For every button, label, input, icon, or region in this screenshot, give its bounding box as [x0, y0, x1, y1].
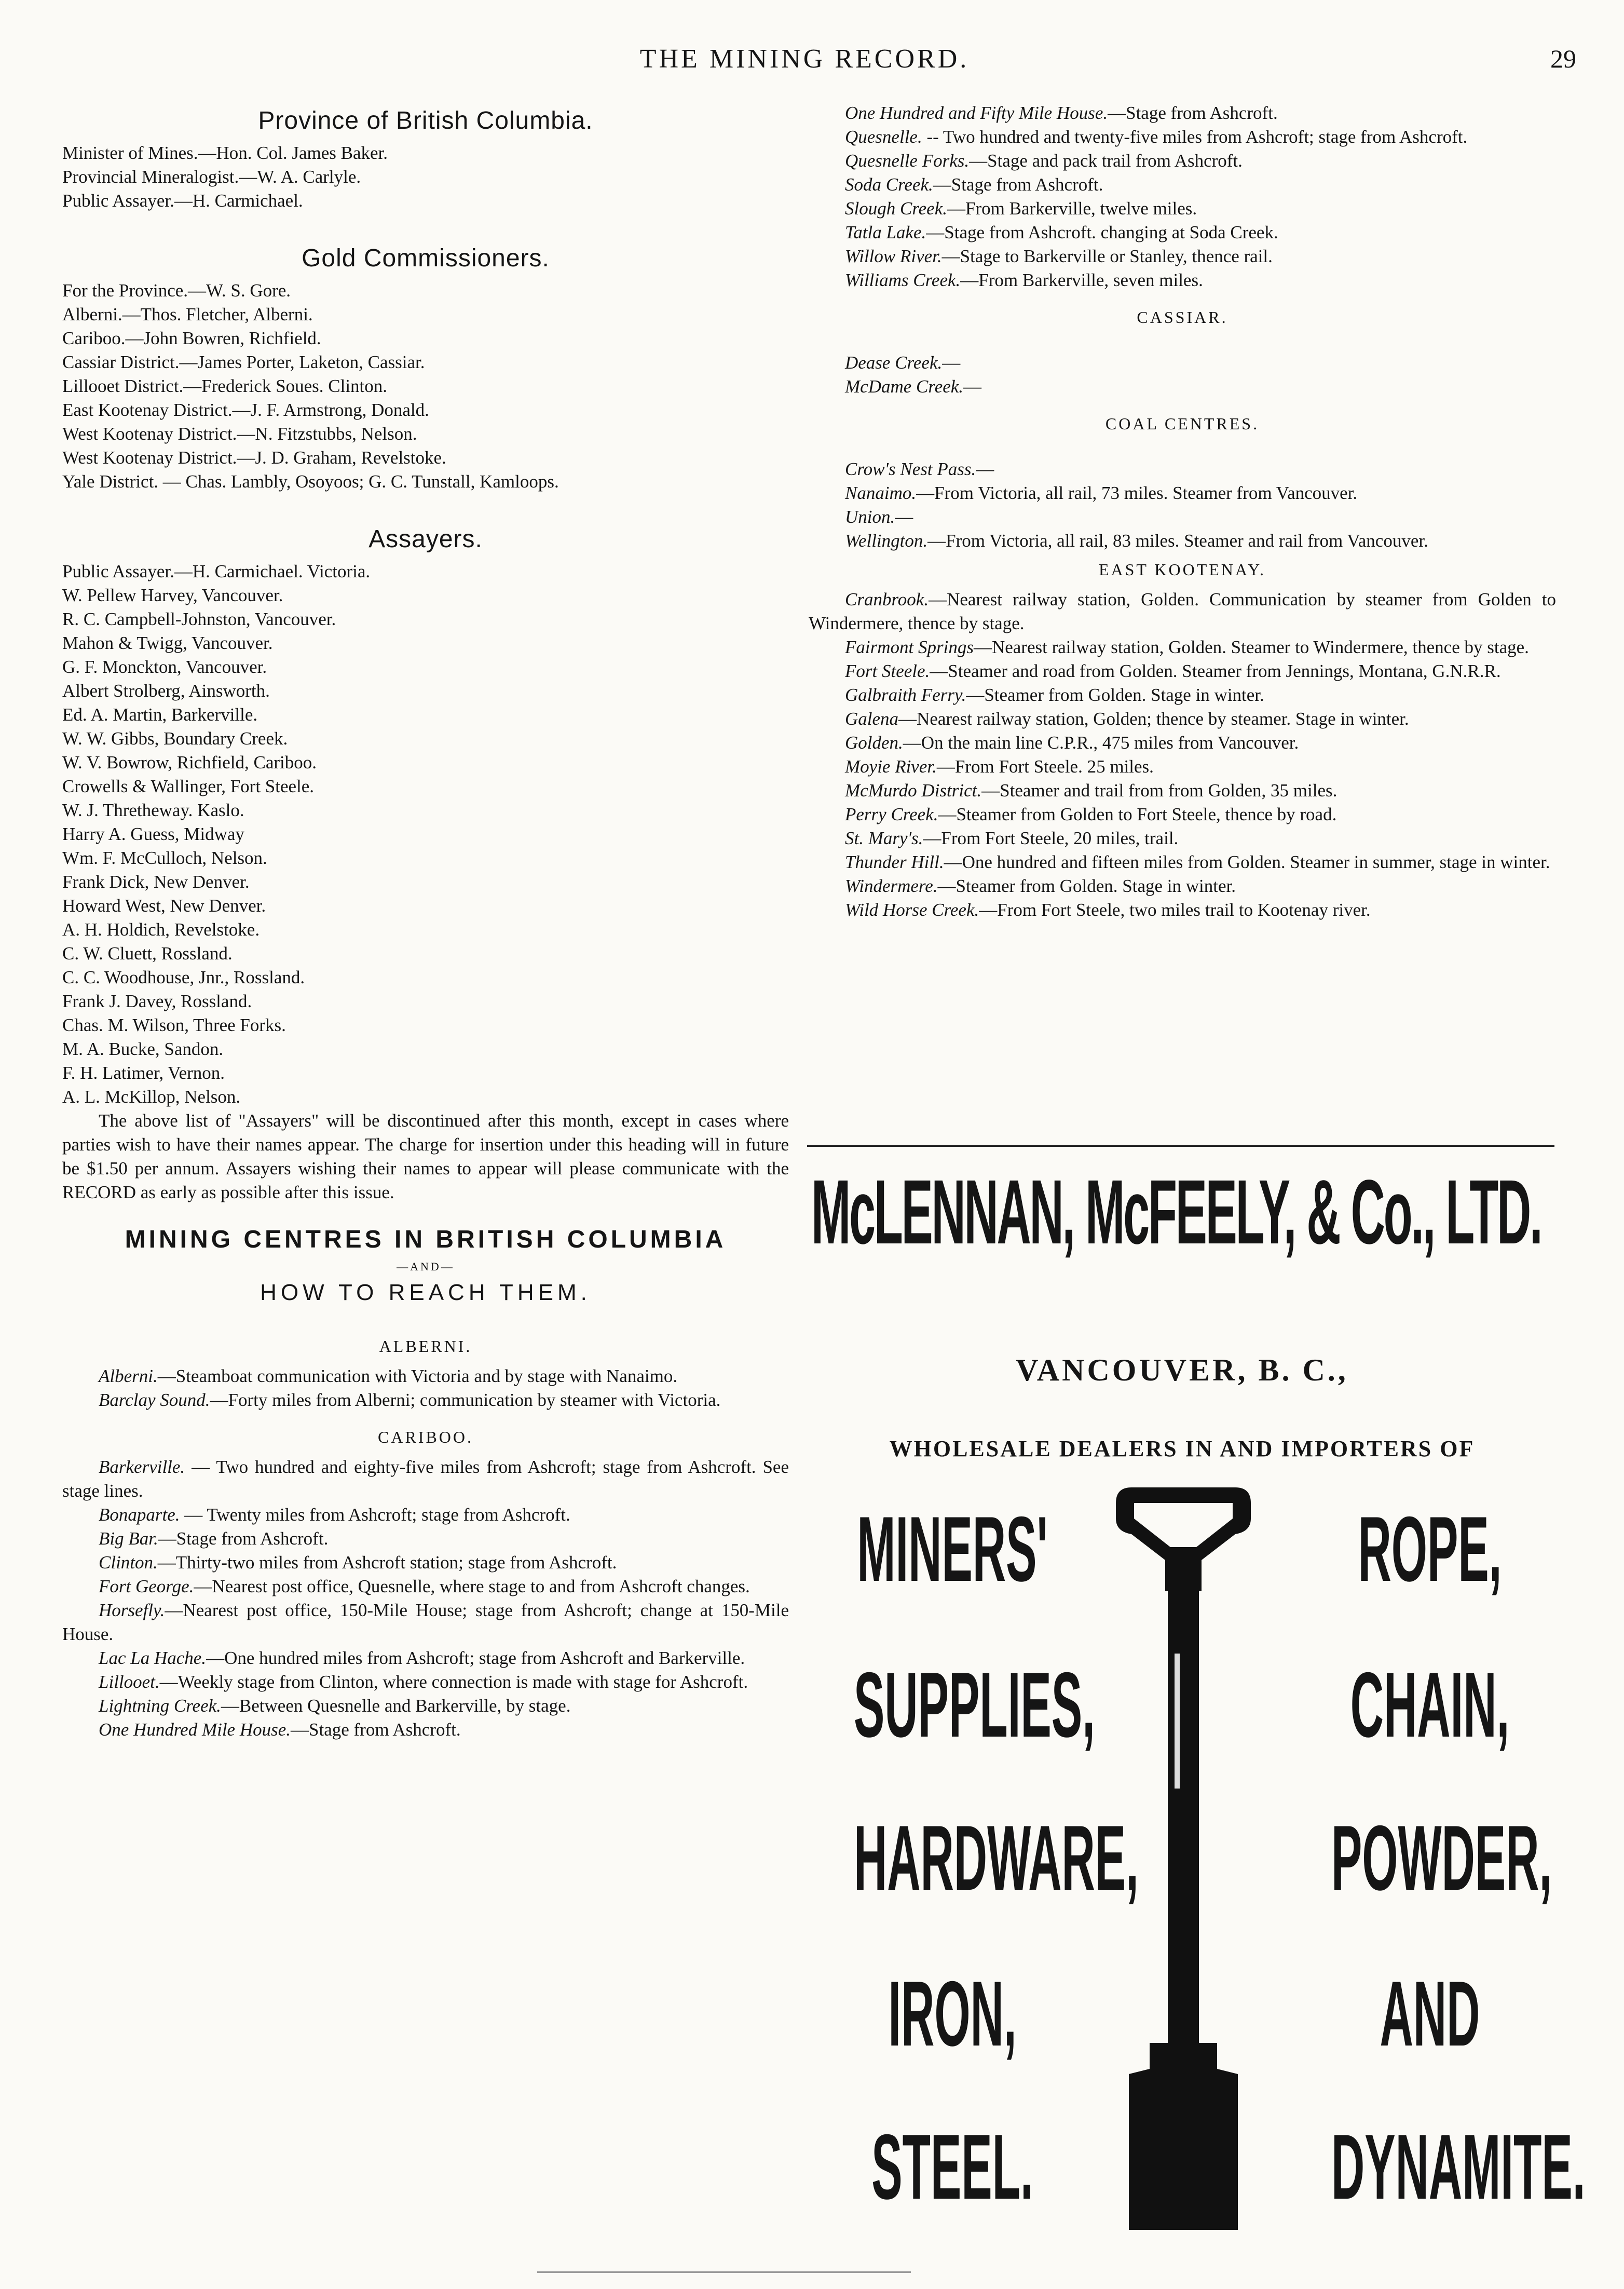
place-directions: —From Fort Steele. 25 miles.: [936, 756, 1154, 777]
advert-right-word: CHAIN,: [1350, 1653, 1510, 1756]
alberni-list: [62, 1364, 789, 1412]
gold-line: East Kootenay District.—J. F. Armstrong, Donald.: [62, 400, 429, 420]
place-entry: [809, 755, 1556, 779]
place-entry: [809, 803, 1556, 827]
coal-centres-heading: COAL CENTRES.: [1105, 414, 1260, 433]
assayer-line: R. C. Campbell-Johnston, Vancouver.: [62, 609, 336, 629]
place-directions: —On the main line C.P.R., 475 miles from Vancouver.: [903, 733, 1299, 753]
place-entry: [809, 351, 1556, 375]
place-entry: [809, 827, 1556, 850]
assayer-line: C. W. Cluett, Rossland.: [62, 943, 233, 964]
place-directions: —Stage from Ashcroft.: [1108, 103, 1278, 123]
place-entry: [62, 1646, 789, 1670]
place-directions: —From Victoria, all rail, 83 miles. Steamer and rail from Vancouver.: [927, 531, 1428, 551]
assayer-line: Howard West, New Denver.: [62, 896, 266, 916]
place-directions: —Stage from Ashcroft.: [291, 1719, 461, 1740]
how-to-reach-title: HOW TO REACH THEM.: [260, 1280, 591, 1305]
place-entry: [809, 101, 1556, 125]
assayer-line: M. A. Bucke, Sandon.: [62, 1039, 224, 1059]
place-name: Moyie River.: [845, 756, 937, 777]
gold-commissioners-title: Gold Commissioners.: [302, 245, 550, 272]
left-column: [62, 106, 789, 1742]
place-name: Lac La Hache.: [99, 1648, 207, 1668]
place-entry: [809, 125, 1556, 149]
place-entry: [809, 874, 1556, 898]
place-name: Galbraith Ferry.: [845, 685, 966, 705]
place-directions: —Steamer and trail from from Golden, 35 miles.: [981, 780, 1338, 801]
mining-centres-title: MINING CENTRES IN BRITISH COLUMBIA: [125, 1226, 727, 1253]
place-entry: [809, 588, 1556, 635]
place-entry: [809, 850, 1556, 874]
place-name: McMurdo District.: [845, 780, 982, 801]
assayer-line: Harry A. Guess, Midway: [62, 824, 244, 844]
place-name: Lillooet.: [99, 1672, 160, 1692]
cassiar-list: [809, 351, 1556, 399]
province-line: Public Assayer.—H. Carmichael.: [62, 191, 303, 211]
place-entry: [809, 635, 1556, 659]
east-kootenay-heading: EAST KOOTENAY.: [1098, 560, 1266, 579]
place-entry: [809, 481, 1556, 505]
place-entry: [62, 1599, 789, 1646]
place-name: Golden.: [845, 733, 903, 753]
province-title: Province of British Columbia.: [258, 107, 593, 134]
assayers-notice: The above list of "Assayers" will be discontinued after this month, except in cases where parties wish to have their names appear. The charge for insertion under this heading will in future be $1.50 per annum. Assayers wishing their names to appear will please communicate with the RECORD as early as possible after this issue.: [62, 1110, 789, 1202]
place-entry: [62, 1503, 789, 1527]
and-divider: —AND—: [397, 1260, 455, 1273]
place-name: Bonaparte.: [99, 1505, 180, 1525]
advert-right-word: DYNAMITE.: [1331, 2115, 1586, 2218]
place-directions: —Nearest railway station, Golden; thence by steamer. Stage in winter.: [898, 709, 1409, 729]
journal-title: THE MINING RECORD.: [639, 44, 970, 74]
advert-left-word: STEEL.: [871, 2115, 1033, 2218]
assayer-line: Crowells & Wallinger, Fort Steele.: [62, 776, 315, 796]
assayer-line: W. V. Bowrow, Richfield, Cariboo.: [62, 752, 317, 773]
advert-left-word: SUPPLIES,: [854, 1653, 1095, 1756]
place-directions: —Steamboat communication with Victoria and by stage with Nanaimo.: [157, 1366, 678, 1386]
place-name: Wellington.: [845, 531, 928, 551]
advert-left-word: IRON,: [888, 1962, 1017, 2065]
place-entry: [809, 197, 1556, 221]
place-name: Big Bar.: [99, 1528, 158, 1549]
place-entry: [809, 707, 1556, 731]
gold-line: Yale District. — Chas. Lambly, Osoyoos; G. C. Tunstall, Kamloops.: [62, 471, 559, 492]
page-header: [0, 44, 1624, 80]
place-entry: [809, 221, 1556, 245]
place-directions: —From Barkerville, seven miles.: [960, 270, 1203, 290]
advert-right-word: ROPE,: [1358, 1497, 1502, 1601]
advert-right-word: POWDER,: [1331, 1806, 1552, 1909]
place-name: Alberni.: [99, 1366, 158, 1386]
place-entry: [62, 1527, 789, 1551]
place-name: Horsefly.: [99, 1600, 165, 1620]
place-name: Soda Creek.: [845, 174, 933, 195]
right-column: [809, 101, 1556, 922]
assayer-line: Mahon & Twigg, Vancouver.: [62, 633, 273, 653]
assayer-line: Frank Dick, New Denver.: [62, 872, 250, 892]
assayer-line: Frank J. Davey, Rossland.: [62, 991, 252, 1011]
place-entry: [809, 779, 1556, 803]
place-entry: [809, 149, 1556, 173]
place-directions: —Stage from Ashcroft.: [158, 1528, 329, 1549]
place-name: Quesnelle Forks.: [845, 151, 970, 171]
place-directions: —Forty miles from Alberni; communication by steamer with Victoria.: [210, 1390, 721, 1410]
place-name: Windermere.: [845, 876, 938, 896]
assayer-line: Ed. A. Martin, Barkerville.: [62, 705, 258, 725]
assayer-line: Wm. F. McCulloch, Nelson.: [62, 848, 267, 868]
place-directions: —Steamer from Golden. Stage in winter.: [966, 685, 1264, 705]
place-directions: —Stage from Ashcroft.: [933, 174, 1103, 195]
place-name: Quesnelle.: [845, 127, 922, 147]
place-entry: [809, 268, 1556, 292]
place-entry: [62, 1551, 789, 1575]
gold-line: Alberni.—Thos. Fletcher, Alberni.: [62, 304, 313, 324]
province-line: Minister of Mines.—Hon. Col. James Baker.: [62, 143, 388, 163]
place-name: Slough Creek.: [845, 198, 947, 219]
place-directions: —Nearest railway station, Golden. Communication by steamer from Golden to Windermere, thence by stage.: [809, 589, 1556, 633]
cariboo-continued-list: [809, 101, 1556, 292]
place-entry: [809, 529, 1556, 553]
cassiar-heading: CASSIAR.: [1137, 308, 1228, 327]
place-directions: —Steamer from Golden to Fort Steele, thence by road.: [938, 804, 1337, 824]
page-number: 29: [1550, 44, 1576, 73]
assayer-line: Chas. M. Wilson, Three Forks.: [62, 1015, 286, 1035]
place-entry: [62, 1670, 789, 1694]
alberni-heading: ALBERNI.: [379, 1337, 472, 1356]
place-name: Thunder Hill.: [845, 852, 944, 872]
place-entry: [809, 173, 1556, 197]
footer-rule: [537, 2271, 911, 2273]
advert-tagline: WHOLESALE DEALERS IN AND IMPORTERS OF: [889, 1436, 1475, 1461]
assayer-line: F. H. Latimer, Vernon.: [62, 1063, 225, 1083]
place-name: Perry Creek.: [845, 804, 938, 824]
place-directions: —: [895, 507, 913, 527]
place-directions: —Weekly stage from Clinton, where connection is made with stage for Ashcroft.: [159, 1672, 748, 1692]
place-directions: —: [942, 353, 961, 373]
place-name: Clinton.: [99, 1552, 158, 1573]
place-entry: [809, 898, 1556, 922]
place-entry: [62, 1575, 789, 1599]
advertisement: [807, 1160, 1586, 2240]
place-directions: — Two hundred and eighty-five miles from Ashcroft; stage from Ashcroft. See stage lines.: [62, 1457, 789, 1501]
place-entry: [62, 1455, 789, 1503]
province-line: Provincial Mineralogist.—W. A. Carlyle.: [62, 167, 361, 187]
cariboo-list: [62, 1455, 789, 1742]
place-name: Union.: [845, 507, 895, 527]
gold-line: West Kootenay District.—N. Fitzstubbs, Nelson.: [62, 424, 417, 444]
place-directions: —One hundred miles from Ashcroft; stage from Ashcroft and Barkerville.: [206, 1648, 745, 1668]
assayer-line: Public Assayer.—H. Carmichael. Victoria.: [62, 561, 371, 581]
place-directions: —: [963, 376, 982, 397]
place-name: McDame Creek.: [845, 376, 964, 397]
place-name: Crow's Nest Pass.: [845, 459, 976, 479]
shovel-icon: [1067, 1482, 1300, 2240]
gold-line: Lillooet District.—Frederick Soues. Clinton.: [62, 376, 388, 396]
place-name: Nanaimo.: [845, 483, 917, 503]
place-name: Barkerville.: [99, 1457, 185, 1477]
place-directions: —Steamer and road from Golden. Steamer from Jennings, Montana, G.N.R.R.: [930, 661, 1501, 681]
place-name: Williams Creek.: [845, 270, 961, 290]
place-directions: —Stage and pack trail from Ashcroft.: [969, 151, 1243, 171]
place-directions: — Twenty miles from Ashcroft; stage from Ashcroft.: [180, 1505, 570, 1525]
place-directions: —: [976, 459, 994, 479]
advert-company: McLENNAN, McFEELY, & Co., LTD.: [811, 1161, 1541, 1263]
place-name: Barclay Sound.: [99, 1390, 210, 1410]
cariboo-heading: CARIBOO.: [377, 1428, 473, 1446]
place-name: Fairmont Springs: [845, 637, 974, 657]
place-directions: —Stage from Ashcroft. changing at Soda Creek.: [926, 222, 1278, 242]
coal-list: [809, 457, 1556, 553]
assayer-line: G. F. Monckton, Vancouver.: [62, 657, 267, 677]
place-name: Lightning Creek.: [99, 1696, 221, 1716]
place-entry: [809, 505, 1556, 529]
place-directions: —From Fort Steele, 20 miles, trail.: [923, 828, 1179, 848]
place-entry: [62, 1388, 789, 1412]
place-entry: [809, 245, 1556, 268]
advert-left-word: HARDWARE,: [854, 1806, 1139, 1909]
place-directions: —Steamer from Golden. Stage in winter.: [937, 876, 1236, 896]
place-name: Fort George.: [99, 1576, 194, 1596]
gold-line: Cassiar District.—James Porter, Laketon, Cassiar.: [62, 352, 425, 372]
place-directions: —Stage to Barkerville or Stanley, thence rail.: [941, 246, 1273, 266]
place-name: St. Mary's.: [845, 828, 923, 848]
place-directions: —One hundred and fifteen miles from Golden. Steamer in summer, stage in winter.: [944, 852, 1550, 872]
place-entry: [809, 683, 1556, 707]
gold-line: For the Province.—W. S. Gore.: [62, 280, 291, 301]
place-directions: —From Fort Steele, two miles trail to Kootenay river.: [979, 900, 1371, 920]
place-directions: —Between Quesnelle and Barkerville, by stage.: [221, 1696, 571, 1716]
place-name: Willow River.: [845, 246, 942, 266]
place-name: Galena: [845, 709, 899, 729]
place-name: Tatla Lake.: [845, 222, 926, 242]
gold-line: West Kootenay District.—J. D. Graham, Revelstoke.: [62, 448, 446, 468]
advert-left-word: MINERS': [857, 1497, 1048, 1601]
gold-line: Cariboo.—John Bowren, Richfield.: [62, 328, 321, 348]
assayer-line: W. J. Thretheway. Kaslo.: [62, 800, 244, 820]
place-directions: —From Victoria, all rail, 73 miles. Steamer from Vancouver.: [916, 483, 1358, 503]
place-name: One Hundred and Fifty Mile House.: [845, 103, 1108, 123]
place-directions: —Nearest post office, 150-Mile House; stage from Ashcroft; change at 150-Mile House.: [62, 1600, 789, 1644]
advert-right-word: AND: [1380, 1962, 1480, 2065]
place-entry: [62, 1718, 789, 1742]
assayer-line: W. Pellew Harvey, Vancouver.: [62, 585, 283, 605]
place-entry: [809, 659, 1556, 683]
place-name: Wild Horse Creek.: [845, 900, 979, 920]
place-name: Cranbrook.: [845, 589, 929, 610]
advert-city: VANCOUVER, B. C.,: [1016, 1353, 1348, 1387]
assayers-title: Assayers.: [369, 525, 483, 553]
place-name: Fort Steele.: [845, 661, 930, 681]
place-name: One Hundred Mile House.: [99, 1719, 291, 1740]
advert-divider: [807, 1145, 1554, 1147]
place-entry: [62, 1694, 789, 1718]
place-entry: [62, 1364, 789, 1388]
place-name: Dease Creek.: [845, 353, 943, 373]
assayer-line: Albert Strolberg, Ainsworth.: [62, 681, 270, 701]
place-directions: —Nearest post office, Quesnelle, where stage to and from Ashcroft changes.: [194, 1576, 750, 1596]
east-kootenay-list: [809, 588, 1556, 922]
place-entry: [809, 375, 1556, 399]
assayer-line: W. W. Gibbs, Boundary Creek.: [62, 728, 288, 749]
assayer-list: [62, 560, 789, 1109]
place-directions: —From Barkerville, twelve miles.: [947, 198, 1197, 219]
place-entry: [809, 731, 1556, 755]
place-directions: —Thirty-two miles from Ashcroft station; stage from Ashcroft.: [157, 1552, 617, 1573]
place-directions: —Nearest railway station, Golden. Steamer to Windermere, thence by stage.: [973, 637, 1529, 657]
assayer-line: A. H. Holdich, Revelstoke.: [62, 919, 260, 940]
place-entry: [809, 457, 1556, 481]
place-directions: -- Two hundred and twenty-five miles from Ashcroft; stage from Ashcroft.: [922, 127, 1468, 147]
assayer-line: A. L. McKillop, Nelson.: [62, 1087, 241, 1107]
assayer-line: C. C. Woodhouse, Jnr., Rossland.: [62, 967, 305, 987]
